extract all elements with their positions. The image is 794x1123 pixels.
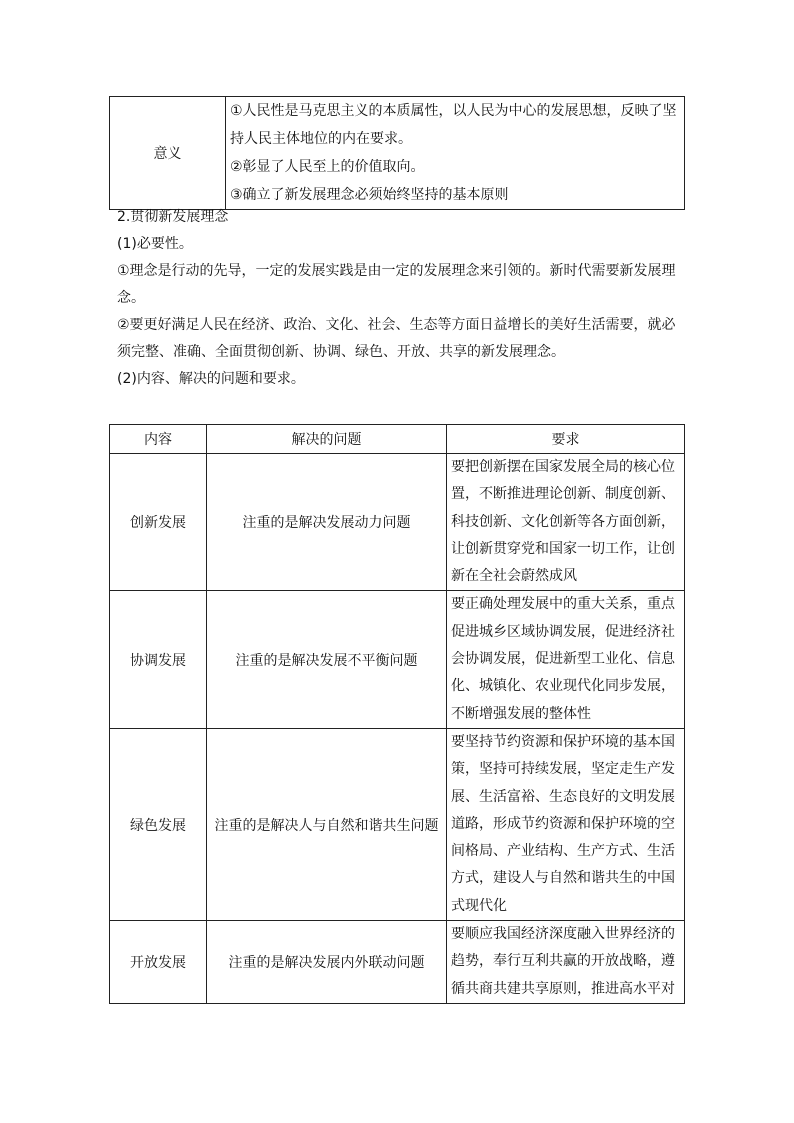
- table-row: [110, 591, 685, 728]
- meaning-table: [109, 96, 685, 210]
- meaning-content: [226, 97, 685, 210]
- row-name: 协调发展: [110, 591, 207, 728]
- necessity-subheading: (1)必要性。: [117, 236, 193, 252]
- row-requirement: 要顺应我国经济深度融入世界经济的 趋势，奉行互利共赢的开放战略，遵 循共商共建共享原则，推进高水平对: [447, 921, 685, 1004]
- necessity-paragraph-1: ①理念是行动的先导，一定的发展实践是由一定的发展理念来引领的。新时代需要新发展理 念。: [117, 263, 676, 306]
- table-row: [110, 454, 685, 591]
- row-requirement: 要把创新摆在国家发展全局的核心位 置，不断推进理论创新、制度创新、 科技创新、文化创新等各方面创新， 让创新贯穿党和国家一切工作，让创 新在全社会蔚然成风: [447, 454, 685, 591]
- row-name: 创新发展: [110, 454, 207, 591]
- table-row: [110, 728, 685, 920]
- row-requirement: 要坚持节约资源和保护环境的基本国 策，坚持可持续发展，坚定走生产发 展、生活富裕、生态良好的文明发展 道路，形成节约资源和保护环境的空 间格局、产业结构、生产方式、生活 方式，建设人与自然和谐共生的中国 式现代化: [447, 728, 685, 920]
- meaning-line: ③确立了新发展理念必须始终坚持的基本原则: [230, 187, 509, 203]
- meaning-line: ①人民性是马克思主义的本质属性，以人民为中心的发展思想，反映了坚: [230, 103, 677, 119]
- table-header-row: [110, 425, 685, 454]
- table-row: [110, 921, 685, 1004]
- content-subheading: (2)内容、解决的问题和要求。: [117, 371, 305, 387]
- row-requirement: 要正确处理发展中的重大关系，重点 促进城乡区域协调发展，促进经济社 会协调发展，促进新型工业化、信息 化、城镇化、农业现代化同步发展， 不断增强发展的整体性: [447, 591, 685, 728]
- concept-table: [109, 424, 685, 1004]
- necessity-paragraph-2: ②要更好满足人民在经济、政治、文化、社会、生态等方面日益增长的美好生活需要，就必 须完整、准确、全面贯彻创新、协调、绿色、开放、共享的新发展理念。: [117, 317, 676, 360]
- row-problem: 注重的是解决发展不平衡问题: [207, 591, 447, 728]
- header-problem: 解决的问题: [207, 425, 447, 454]
- row-name: 开放发展: [110, 921, 207, 1004]
- row-problem: 注重的是解决发展内外联动问题: [207, 921, 447, 1004]
- row-problem: 注重的是解决发展动力问题: [207, 454, 447, 591]
- header-requirement: 要求: [447, 425, 685, 454]
- row-name: 绿色发展: [110, 728, 207, 920]
- meaning-label: 意义: [110, 97, 226, 210]
- section-heading: 2.贯彻新发展理念: [117, 209, 229, 225]
- meaning-line: ②彰显了人民至上的价值取向。: [230, 159, 425, 175]
- row-problem: 注重的是解决人与自然和谐共生问题: [207, 728, 447, 920]
- header-content: 内容: [110, 425, 207, 454]
- meaning-line: 持人民主体地位的内在要求。: [230, 131, 412, 147]
